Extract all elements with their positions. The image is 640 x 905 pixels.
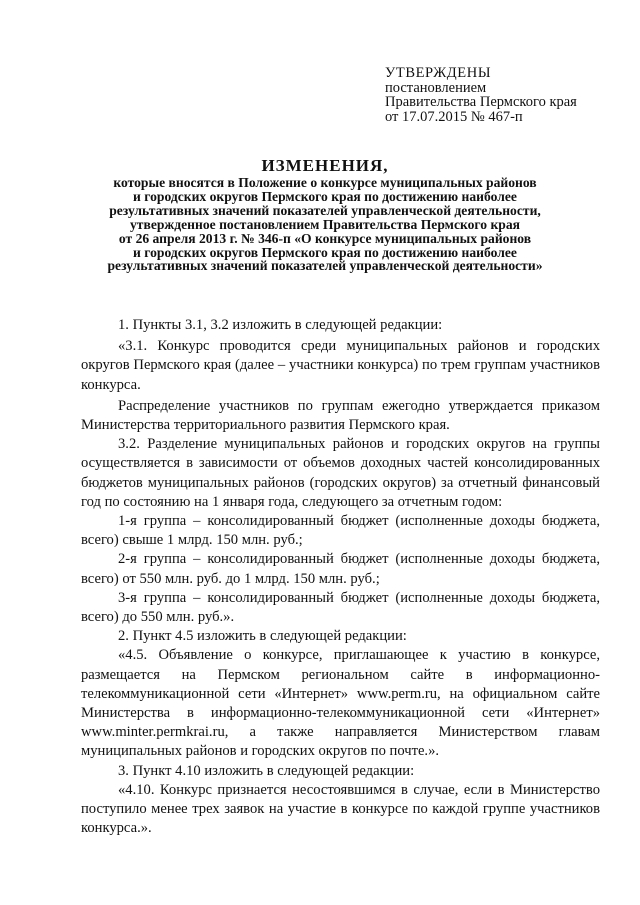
heading-line: и городских округов Пермского края по достижению наиболее <box>133 188 517 204</box>
approval-line: постановлением <box>385 79 487 96</box>
paragraph: 1. Пункты 3.1, 3.2 изложить в следующей редакции: <box>118 317 443 333</box>
paragraph: 2. Пункт 4.5 изложить в следующей редакции: <box>118 628 407 645</box>
paragraph: 1-я группа – консолидированный бюджет (исполненные доходы бюджета, всего) свыше 1 млрд. 150 млн. руб.; <box>81 513 600 549</box>
heading-line: результативных значений показателей управленческой деятельности, <box>109 202 541 218</box>
approval-line: Правительства Пермского края <box>385 94 577 110</box>
paragraph: 3-я группа – консолидированный бюджет (исполненные доходы бюджета, всего) до 550 млн. руб.». <box>81 589 600 626</box>
heading-line: от 26 апреля 2013 г. № 346-п «О конкурсе муниципальных районов <box>118 230 532 246</box>
paragraph: Распределение участников по группам ежегодно утверждается приказом Министерства территориального развития Пермского края. <box>81 397 600 434</box>
approval-title: УТВЕРЖДЕНЫ <box>385 65 492 81</box>
approval-stamp <box>385 66 630 124</box>
paragraph: 3.2. Разделение муниципальных районов и городских округов на группы осуществляется в зависимости от объемов доходных частей консолидированных бюджетов муниципальных районов (городских округов) за отчетный финансовый год по состоянию на 1 января года, следующего за отчетным годом: <box>81 436 600 510</box>
document-body <box>81 316 600 838</box>
paragraph: 2-я группа – консолидированный бюджет (исполненные доходы бюджета, всего) от 550 млн. руб. до 1 млрд. 150 млн. руб.; <box>81 551 600 587</box>
approval-line: от 17.07.2015 № 467-п <box>385 108 523 125</box>
paragraph: «4.10. Конкурс признается несостоявшимся в случае, если в Министерство поступило менее трех заявок на участие в конкурсе по каждой группе участников конкурса.». <box>81 781 600 837</box>
paragraph: «4.5. Объявление о конкурсе, приглашающее к участию в конкурсе, размещается на Пермском региональном сайте в информационно-телекоммуникационной сети «Интернет» www.perm.ru, на официальном сайте Министерства в информационно-телекоммуникационной сети «Интернет» www.minter.permkrai.ru, а также направляется Министерством главам муниципальных районов и городских округов по почте.». <box>81 647 600 760</box>
heading-title: ИЗМЕНЕНИЯ, <box>261 156 389 175</box>
heading-line: и городских округов Пермского края по достижению наиболее <box>133 244 517 260</box>
heading-line: утвержденное постановлением Правительства Пермского края <box>130 216 520 232</box>
heading-line: результативных значений показателей управленческой деятельности» <box>107 258 543 274</box>
paragraph: «3.1. Конкурс проводится среди муниципальных районов и городских округов Пермского края (далее – участники конкурса) по трем группам участников конкурса. <box>81 338 600 393</box>
document-heading <box>60 157 590 273</box>
paragraph: 3. Пункт 4.10 изложить в следующей редакции: <box>118 762 415 779</box>
heading-line: которые вносятся в Положение о конкурсе муниципальных районов <box>113 175 537 190</box>
